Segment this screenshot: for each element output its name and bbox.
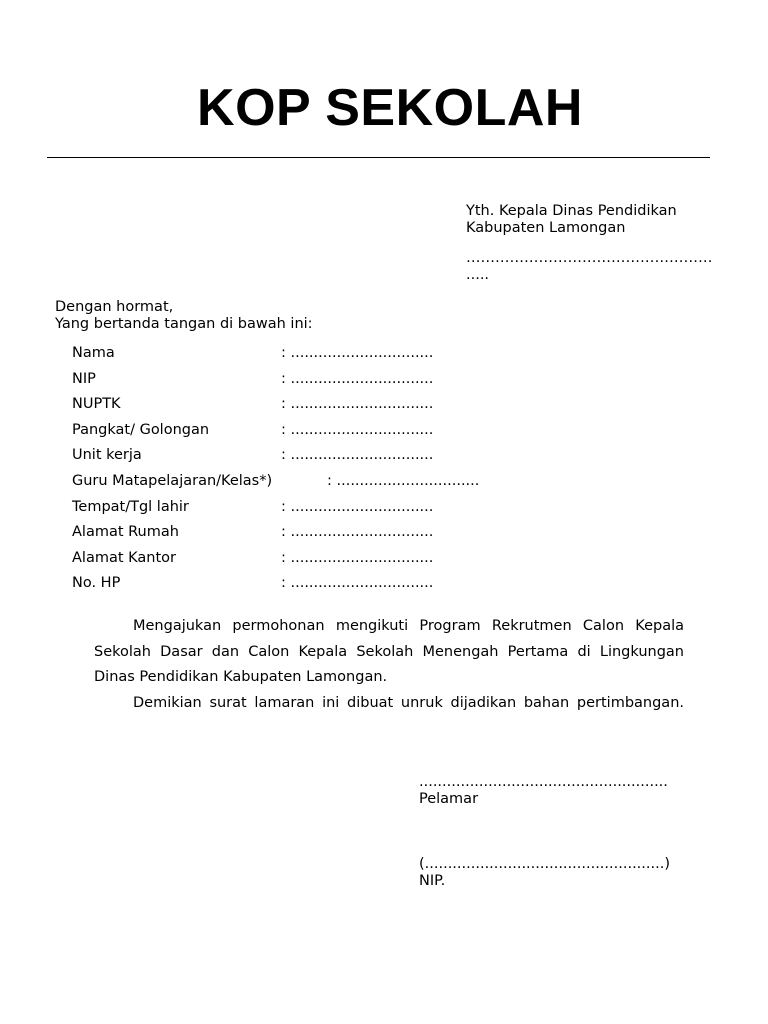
field-value: : ............................... [281, 345, 434, 361]
field-label: Unit kerja [72, 447, 142, 464]
greeting-line-1: Dengan hormat, [55, 299, 174, 315]
letterhead-divider [47, 157, 710, 158]
field-value: : ............................... [281, 575, 434, 592]
field-value: : ............................... [281, 498, 434, 515]
greeting-line-2: Yang bertanda tangan di bawah ini: [55, 316, 313, 332]
signature-dots: ...................................................... [419, 774, 668, 790]
field-label: NIP [72, 370, 96, 387]
signature-nip: NIP. [419, 873, 446, 889]
recipient-address-dots: …………………………………………… [466, 250, 713, 266]
recipient-address-dots-cont: ..... [466, 267, 490, 283]
recipient-block [466, 203, 713, 284]
field-value: : ............................... [281, 396, 434, 413]
field-label: Pangkat/ Golongan [72, 421, 210, 438]
field-value: : ............................... [327, 472, 480, 489]
field-value: : ............................... [281, 370, 434, 387]
recipient-line-2: Kabupaten Lamongan [466, 220, 626, 236]
signature-block [419, 774, 670, 890]
letter-body [94, 614, 684, 716]
letterhead-title: KOP SEKOLAH [197, 79, 583, 137]
field-value: : ............................... [281, 549, 434, 566]
field-value: : ............................... [281, 421, 434, 438]
greeting-block [55, 299, 313, 333]
field-label: Alamat Kantor [72, 549, 176, 566]
signature-name-line: (....................................................) [419, 856, 670, 872]
signature-role: Pelamar [419, 791, 479, 807]
recipient-line-1: Yth. Kepala Dinas Pendidikan [466, 203, 677, 219]
body-paragraph-1: Mengajukan permohonan mengikuti Program Rekrutmen Calon Kepala Sekolah Dasar dan Calon Kepala Sekolah Menengah Pertama di Lingkungan Dinas Pendidikan Kabupaten Lamongan. [94, 618, 684, 686]
field-label: NUPTK [72, 396, 121, 413]
field-label: Tempat/Tgl lahir [72, 498, 189, 515]
field-value: : ............................... [281, 447, 434, 464]
body-paragraph-2: Demikian surat lamaran ini dibuat unruk dijadikan bahan pertimbangan. [133, 694, 684, 711]
field-label: No. HP [72, 575, 121, 592]
field-label: Guru Matapelajaran/Kelas*) [72, 472, 273, 489]
field-value: : ............................... [281, 524, 434, 541]
field-label: Alamat Rumah [72, 524, 179, 541]
field-label: Nama [72, 345, 115, 361]
